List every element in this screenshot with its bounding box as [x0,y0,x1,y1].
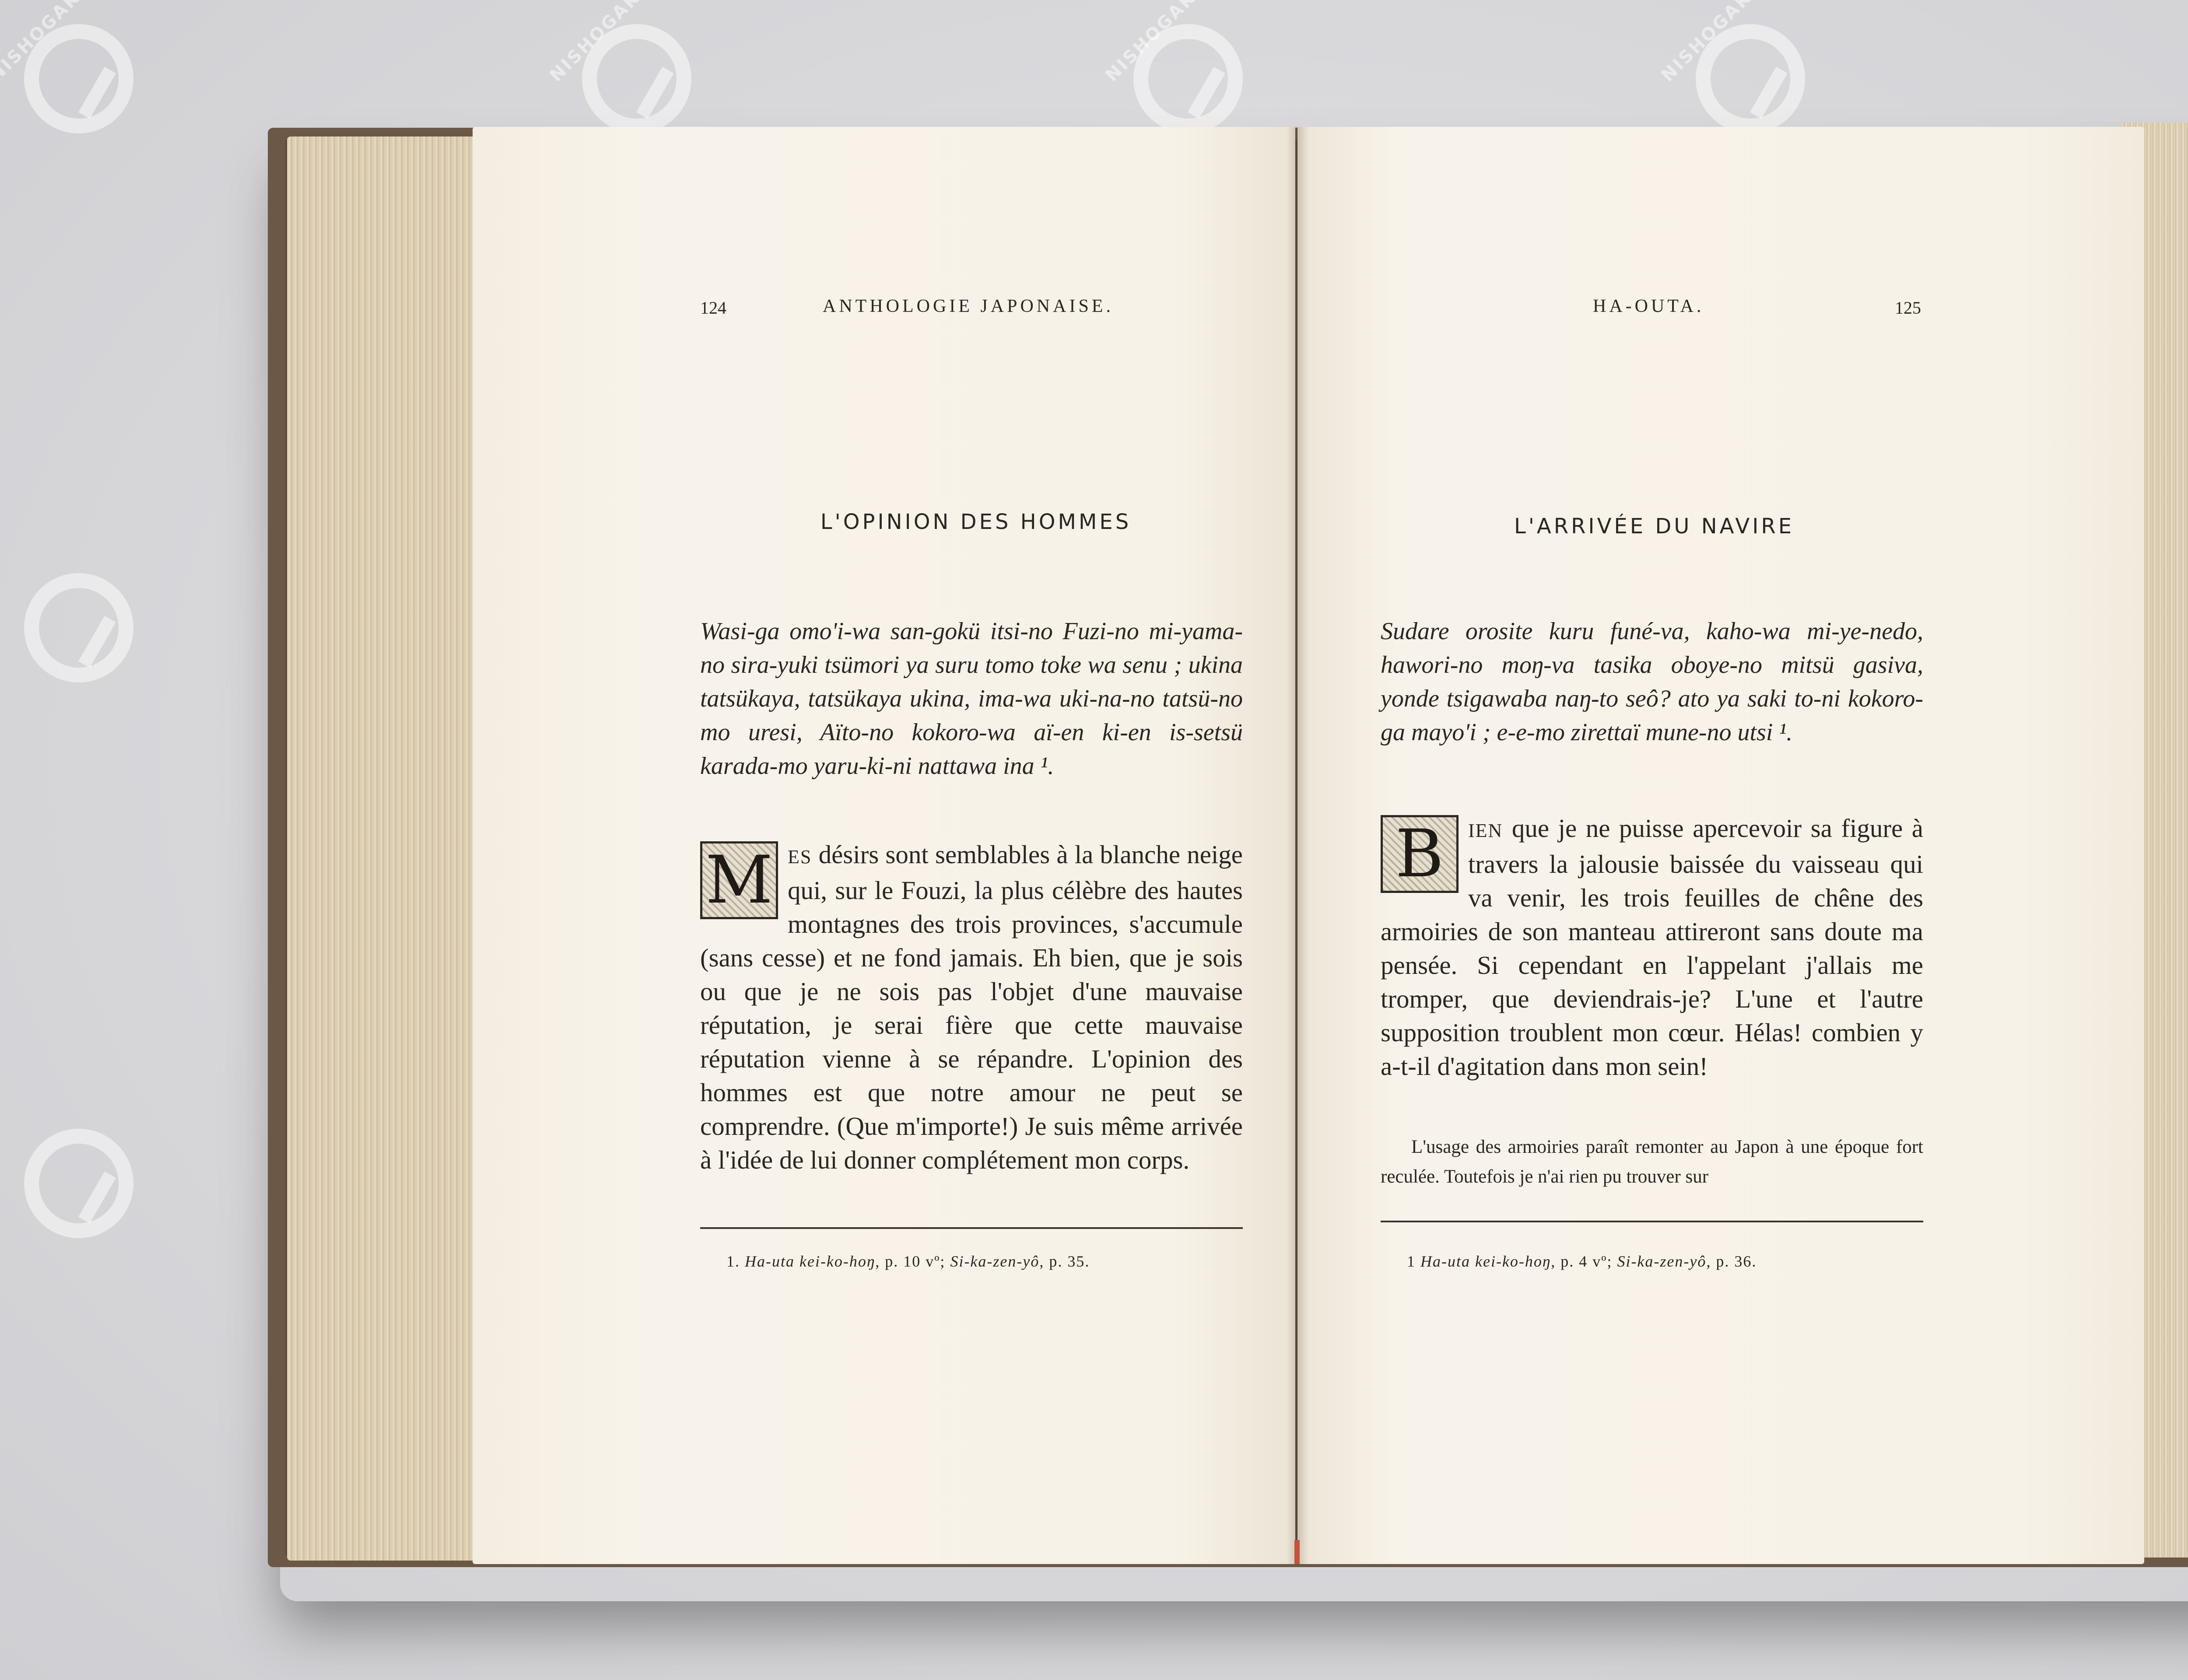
left-footnote [726,1252,1090,1270]
left-poem-title: L'OPINION DES HOMMES [820,510,1132,534]
right-page-number: 125 [1895,298,1921,318]
left-running-head: ANTHOLOGIE JAPONAISE. [823,296,1114,316]
right-poem-title: L'ARRIVÉE DU NAVIRE [1514,514,1795,539]
left-dropcap: M [700,841,778,919]
right-prose [1381,812,1923,1083]
right-footnote-source: Ha-uta kei-ko-hoŋ [1420,1253,1551,1270]
watermark-logo-icon [24,1129,133,1238]
left-footnote-mid: , p. 10 vº; [875,1253,950,1270]
left-lead-smallcaps: ES [788,846,812,868]
right-dropcap: B [1381,815,1459,893]
right-lead-smallcaps: IEN [1468,820,1503,841]
right-footnote-source2: Si-ka-zen-yô [1617,1253,1707,1270]
left-footnote-source2: Si-ka-zen-yô [950,1253,1040,1270]
left-page-number: 124 [700,298,726,318]
left-prose [700,838,1243,1177]
left-footnote-number: 1. [726,1253,740,1270]
right-prose-text: que je ne puisse apercevoir sa figure à travers la jalousie baissée du vaisseau qui va venir, les trois feuilles de chêne des armoiries de son manteau attireront sans doute ma pensée. Si cependant en l'appelant j'allais me tromper, que deviendrais-je? L'une et l'autre supposition troublent mon cœur. Hélas! combien y a-t-il d'agitation dans mon sein! [1381,814,1923,1081]
left-prose-text: désirs sont semblables à la blanche neige qui, sur le Fouzi, la plus célèbre des hautes montagnes des trois provinces, s'accumule (sans cesse) et ne fond jamais. Eh bien, que je sois ou que je ne sois pas l'objet d'une mauvaise réputation, je serai fière que cette mauvaise réputation vienne à se répandre. L'opinion des hommes est que notre amour ne peut se comprendre. (Que m'importe!) Je suis même arrivée à l'idée de lui donner complétement mon corps. [700,840,1243,1174]
right-footnote-rule [1381,1221,1923,1222]
gutter-headband [1294,1540,1300,1564]
right-footnote-end: , p. 36. [1706,1253,1757,1270]
left-verse: Wasi-ga omo'i-wa san-gokü itsi-no Fuzi-no mi-yama-no sira-yuki tsümori ya suru tomo toke wa senu ; ukina tatsükaya, tatsükaya ukina, ima-wa uki-na-no tatsü-no mo uresi, Aïto-no kokoro-wa aï-en ki-en is-setsü karada-mo yaru-ki-ni nattawa ina ¹. [700,618,1243,780]
right-verse: Sudare orosite kuru funé-va, kaho-wa mi-ye-nedo, hawori-no moŋ-va tasika oboye-no mitsü gasiva, yonde tsigawaba naŋ-to seô? ato ya saki to-ni kokoro-ga mayo'i ; e-e-mo zirettaï mune-no utsi ¹. [1381,618,1923,746]
left-footnote-end: , p. 35. [1039,1253,1090,1270]
left-footnote-rule [700,1227,1243,1229]
watermark-logo-icon [24,573,133,682]
right-footnote-number: 1 [1407,1253,1416,1270]
right-running-head: HA-OUTA. [1593,296,1704,316]
right-footnote-mid: , p. 4 vº; [1551,1253,1617,1270]
left-page-stack [287,136,493,1561]
left-footnote-source: Ha-uta kei-ko-hoŋ [745,1253,876,1270]
right-footnote [1407,1252,1757,1270]
right-note: L'usage des armoiries paraît remonter au Japon à une époque fort reculée. Toutefois je n'ai rien pu trouver sur [1381,1137,1923,1187]
book-gutter [1287,127,1308,1564]
